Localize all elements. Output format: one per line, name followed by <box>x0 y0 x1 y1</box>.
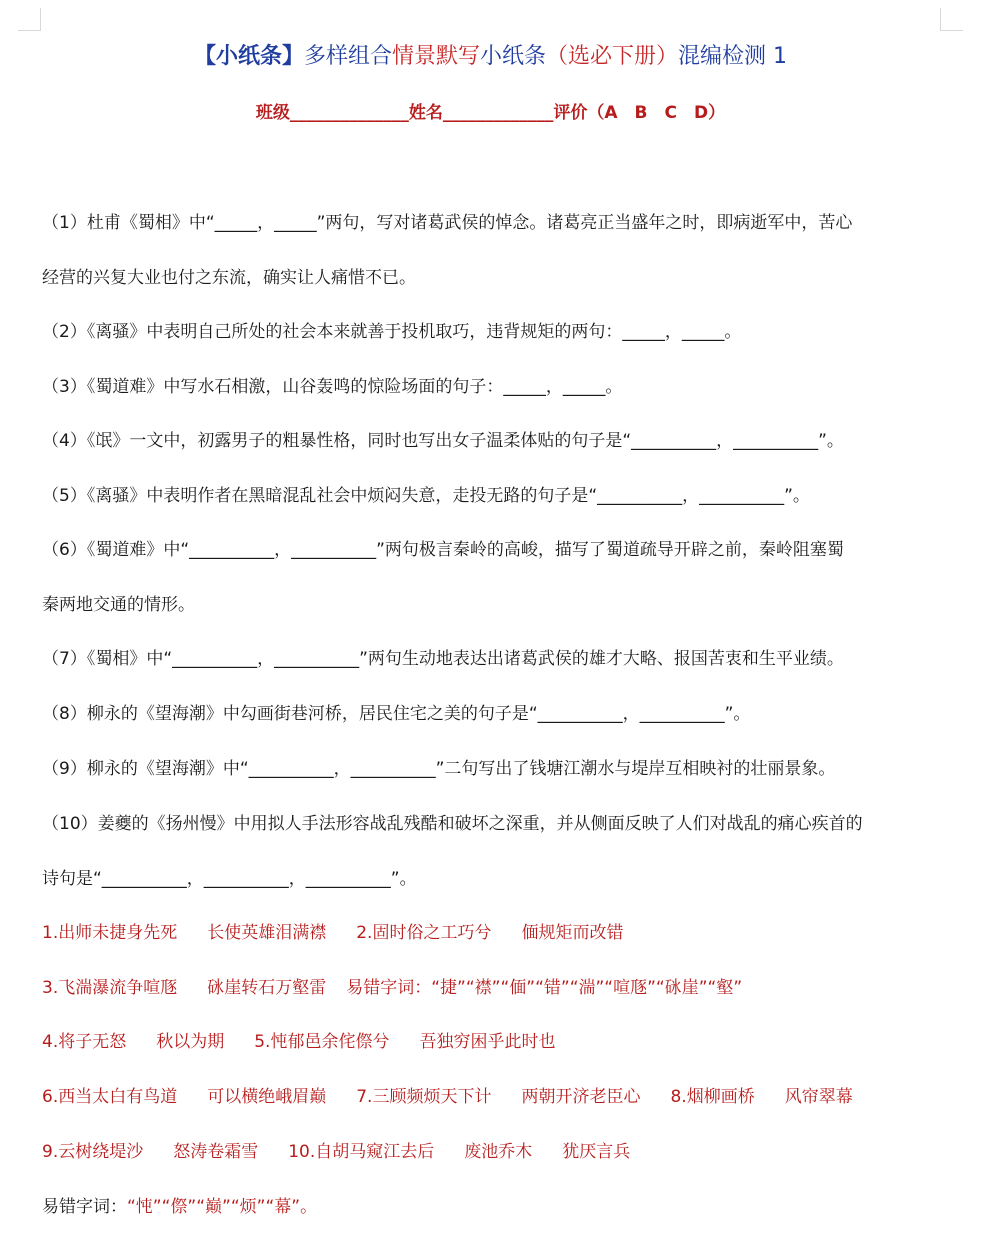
answer-item: 秋以为期 <box>156 1032 225 1052</box>
title-tag: 【小纸条】 <box>193 44 304 69</box>
page-corner-mark <box>18 8 41 31</box>
title-part: 多样组合 <box>303 44 392 69</box>
page-corner-mark <box>940 8 963 31</box>
answer-item: 风帘翠幕 <box>784 1087 853 1107</box>
answer-item: 两朝开济老臣心 <box>521 1087 641 1107</box>
question-1-line-1: （1）杜甫《蜀相》中“_____，_____”两句，写对诸葛武侯的悼念。诸葛亮正当盛年之时，即病逝军中，苦心 <box>42 213 853 233</box>
page-title <box>0 40 981 74</box>
student-info-line <box>0 98 981 128</box>
answer-item: 1.出师未捷身先死 <box>42 923 178 943</box>
answer-item: 3.飞湍瀑流争喧豗 <box>42 978 178 998</box>
title-part: 情景默写 <box>391 44 480 69</box>
class-blank: ______________ <box>289 103 409 123</box>
answer-row-4 <box>42 1070 940 1125</box>
answer-row-1 <box>42 906 940 961</box>
answer-item: 吾独穷困乎此时也 <box>419 1032 556 1052</box>
typo-note: 易错字词：“捷”“襟”“偭”“错”“湍”“喧豗”“砯崖”“壑” <box>346 978 743 998</box>
answer-item: 可以横绝峨眉巅 <box>207 1087 327 1107</box>
name-label: 姓名 <box>408 103 443 123</box>
question-2: （2）《离骚》中表明自己所处的社会本来就善于投机取巧，违背规矩的两句：_____，_____。 <box>42 322 742 342</box>
question-10-line-2: 诗句是“__________，__________，__________”。 <box>42 869 417 889</box>
question-1-line-2: 经营的兴复大业也付之东流，确实让人痛惜不已。 <box>42 268 416 288</box>
answer-row-5 <box>42 1125 940 1180</box>
answer-typo-row <box>42 1180 940 1235</box>
question-3: （3）《蜀道难》中写水石相激，山谷轰鸣的惊险场面的句子：_____，_____。 <box>42 377 623 397</box>
title-part: 混编检测 1 <box>678 44 788 69</box>
answer-item: 废池乔木 <box>464 1142 533 1162</box>
question-5: （5）《离骚》中表明作者在黑暗混乱社会中烦闷失意，走投无路的句子是“__________，__________”。 <box>42 486 810 506</box>
rating-label: 评价（A B C D） <box>553 103 726 123</box>
answer-row-3 <box>42 1015 940 1070</box>
name-blank: _____________ <box>442 103 554 123</box>
question-4: （4）《氓》一文中，初露男子的粗暴性格，同时也写出女子温柔体贴的句子是“__________，__________”。 <box>42 431 844 451</box>
answer-item: 怒涛卷霜雪 <box>173 1142 259 1162</box>
question-6-line-2: 秦两地交通的情形。 <box>42 595 195 615</box>
answer-item: 9.云树绕堤沙 <box>42 1142 144 1162</box>
question-10-line-1: （10）姜夔的《扬州慢》中用拟人手法形容战乱残酷和破坏之深重，并从侧面反映了人们对战乱的痛心疾首的 <box>42 814 863 834</box>
answer-item: 犹厌言兵 <box>562 1142 631 1162</box>
typo-label: 易错字词： <box>42 1197 127 1217</box>
answer-item: 4.将子无怒 <box>42 1032 127 1052</box>
question-8: （8）柳永的《望海潮》中勾画街巷河桥，居民住宅之美的句子是“__________，__________”。 <box>42 704 751 724</box>
answer-item: 5.忳郁邑余侘傺兮 <box>254 1032 390 1052</box>
title-part: （选必下册） <box>546 44 679 69</box>
question-6-line-1: （6）《蜀道难》中“__________，__________”两句极言秦岭的高峻，描写了蜀道疏导开辟之前，秦岭阻塞蜀 <box>42 540 844 560</box>
question-7: （7）《蜀相》中“__________，__________”两句生动地表达出诸葛武侯的雄才大略、报国苦衷和生平业绩。 <box>42 649 844 669</box>
answer-item: 长使英雄泪满襟 <box>207 923 327 943</box>
answer-item: 7.三顾频烦天下计 <box>356 1087 492 1107</box>
answer-item: 砯崖转石万壑雷 <box>207 978 327 998</box>
answer-item: 偭规矩而改错 <box>521 923 624 943</box>
typo-words: “忳”“傺”“巅”“烦”“幕”。 <box>127 1197 318 1217</box>
answer-item: 10.自胡马窥江去后 <box>288 1142 435 1162</box>
answer-item: 2.固时俗之工巧兮 <box>356 923 492 943</box>
answer-item: 8.烟柳画桥 <box>670 1087 755 1107</box>
class-label: 班级 <box>255 103 290 123</box>
title-part: 小纸条 <box>480 44 547 69</box>
question-9: （9）柳永的《望海潮》中“__________，__________”二句写出了钱塘江潮水与堤岸互相映衬的壮丽景象。 <box>42 759 836 779</box>
answer-item: 6.西当太白有鸟道 <box>42 1087 178 1107</box>
answer-row-2 <box>42 961 940 1016</box>
